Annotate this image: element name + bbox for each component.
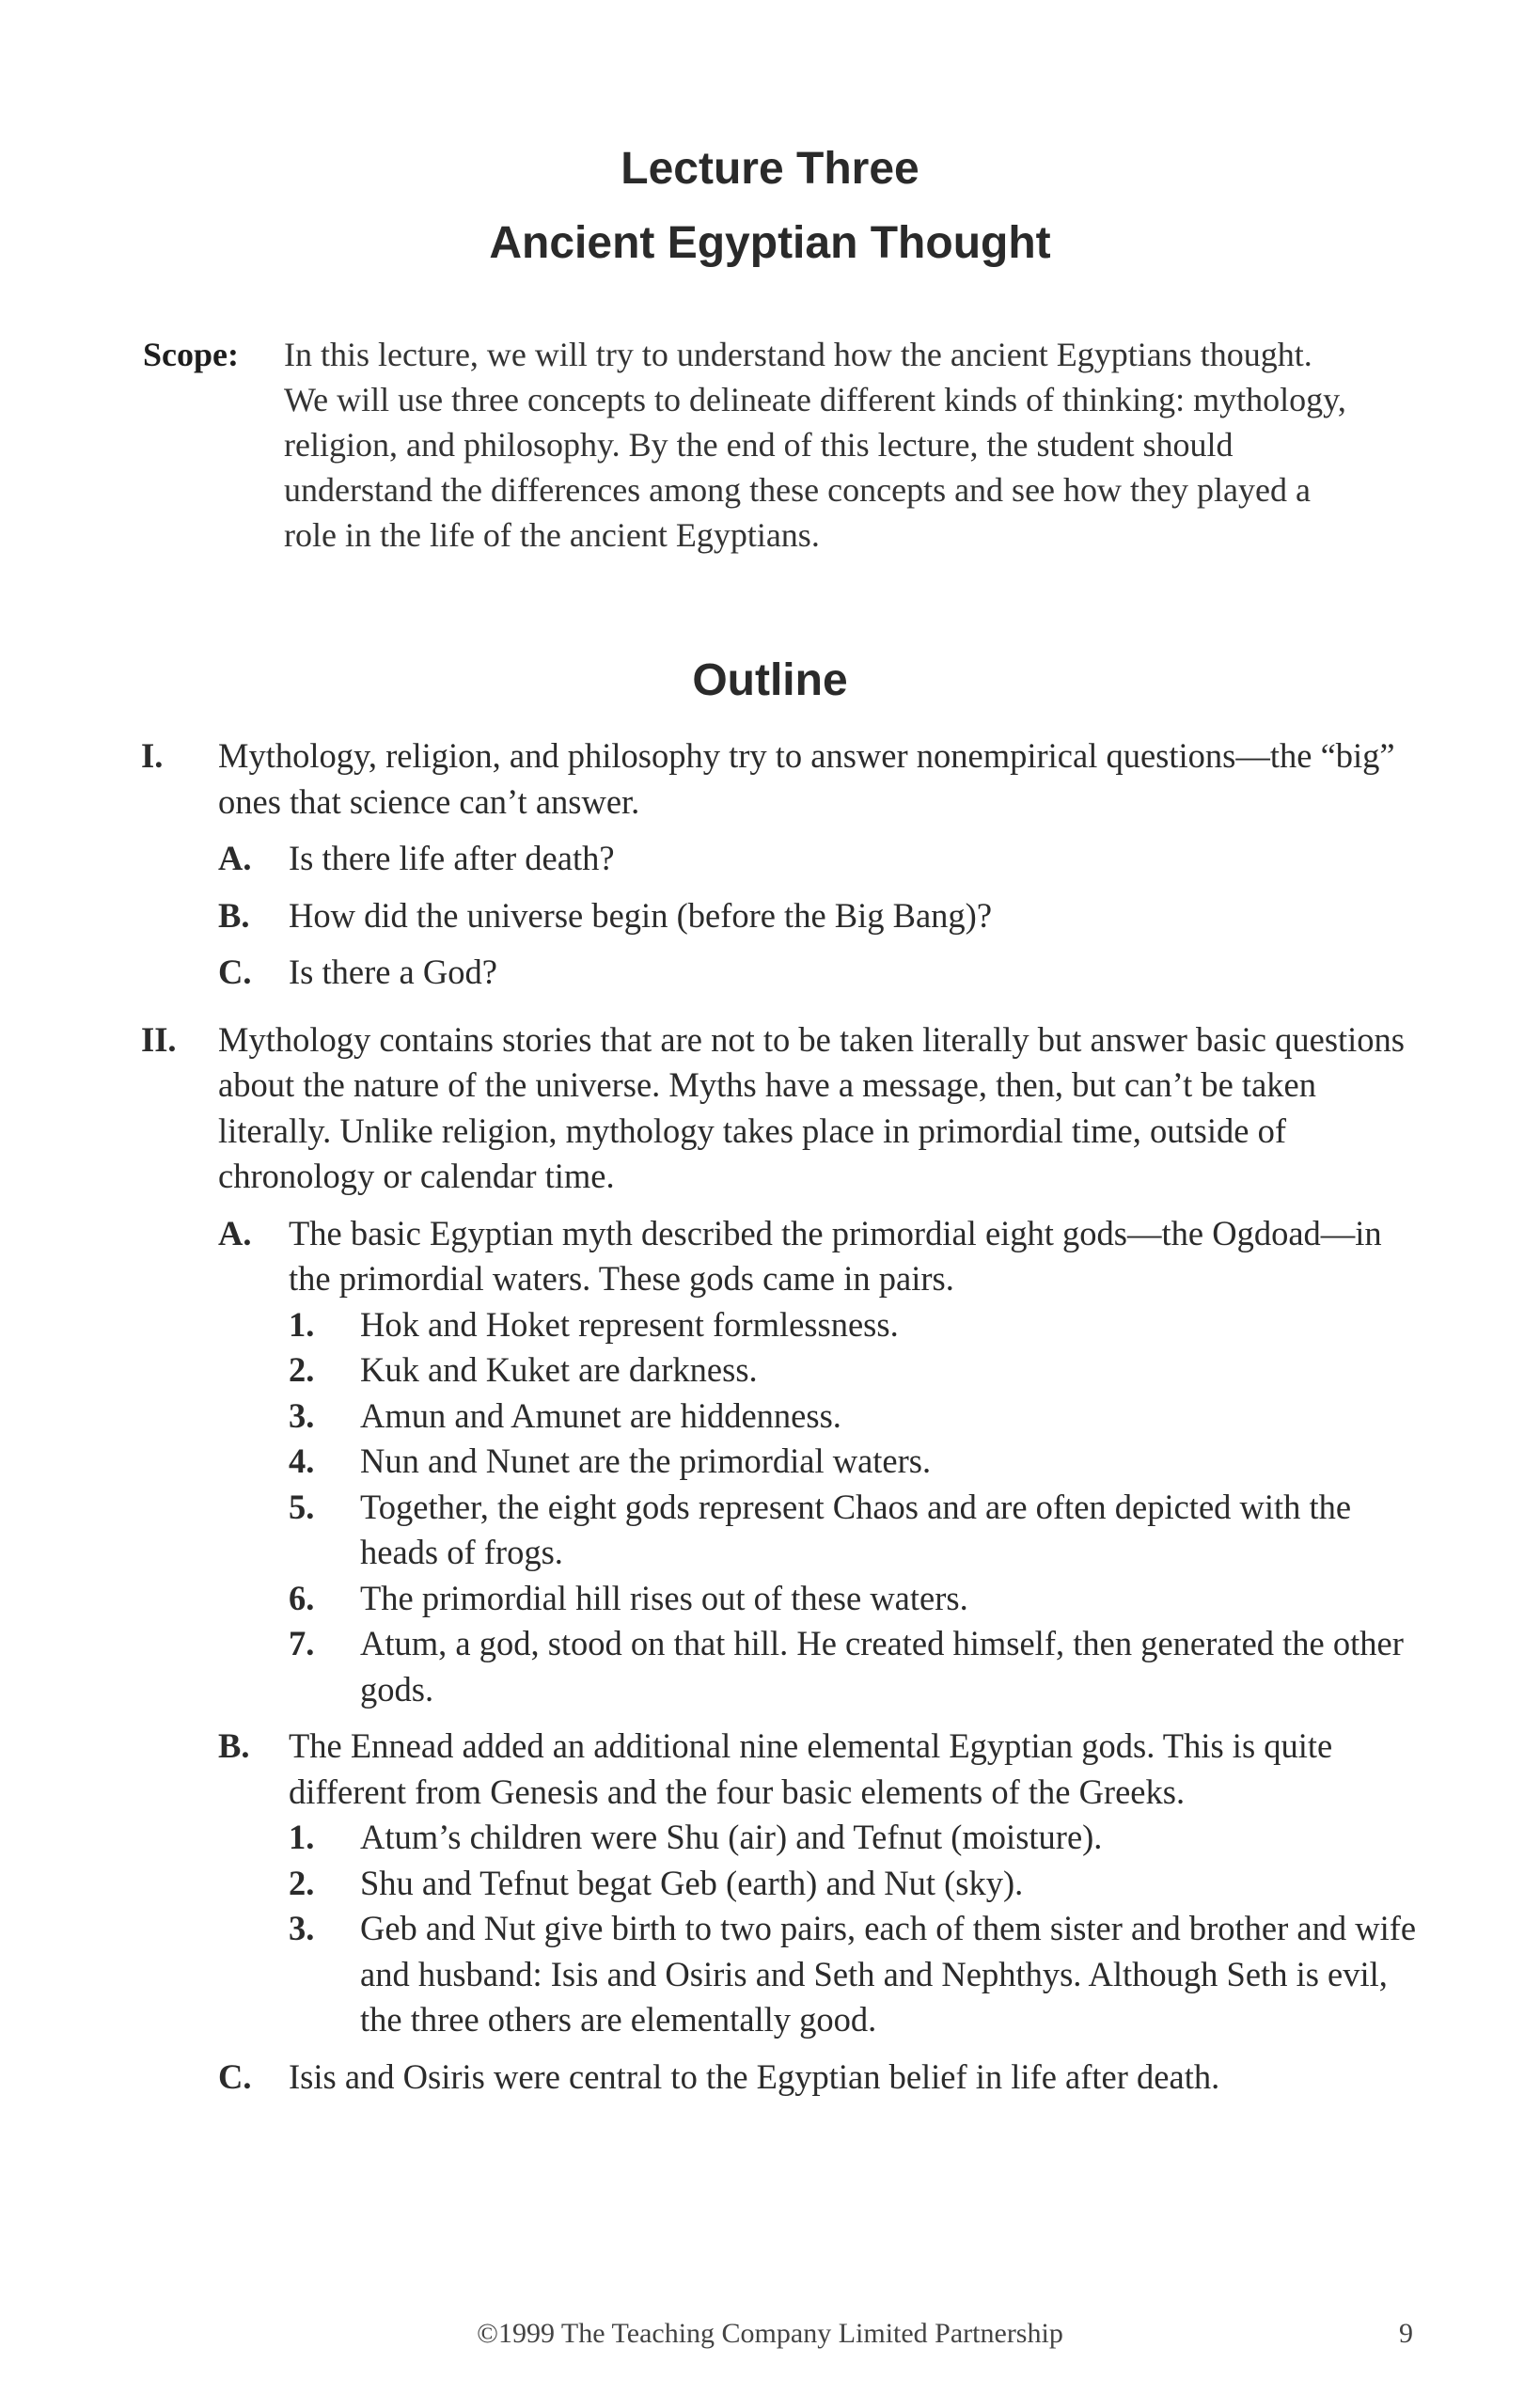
item-label: A. <box>218 839 252 877</box>
section-2-item-b <box>0 1724 1540 1815</box>
point-label: 3. <box>289 1909 315 1947</box>
item-label: C. <box>218 953 252 991</box>
point-text: Shu and Tefnut begat Geb (earth) and Nut (sky). <box>360 1863 1024 1902</box>
point-label: 1. <box>289 1818 315 1856</box>
point-text: Amun and Amunet are hiddenness. <box>360 1395 841 1435</box>
section-1-item-c <box>0 950 1540 996</box>
section-2-a-point-5 <box>0 1485 1540 1576</box>
section-2-a-point-2 <box>0 1347 1540 1394</box>
item-label: A. <box>218 1213 252 1252</box>
section-2-b-point-3 <box>0 1906 1540 2043</box>
section-2-a-point-6 <box>0 1576 1540 1622</box>
item-text: Is there life after death? <box>289 839 615 877</box>
scope-text: In this lecture, we will try to understand how the ancient Egyptians thought. We will use three concepts to delineate different kinds of thinking: mythology, religion, and philosophy. By the end of this lecture, the student should understand the differences among these concepts and see how they played a role in the life of the ancient Egyptians. <box>284 336 1346 554</box>
section-2-item-c <box>0 2055 1540 2101</box>
lecture-title: Ancient Egyptian Thought <box>489 218 1051 268</box>
lecture-number-title: Lecture Three <box>621 144 919 194</box>
point-label: 5. <box>289 1487 315 1526</box>
point-text: Hok and Hoket represent formlessness. <box>360 1304 899 1344</box>
outline-section-2 <box>0 1017 1540 1200</box>
section-2-text: Mythology contains stories that are not to be taken literally but answer basic questions about the nature of the universe. Myths have a message, then, but can’t be taken literally. Unlike religion, mythology takes place in primordial time, outside of chronology or calendar time. <box>218 1019 1406 1195</box>
outline-section-1 <box>0 733 1540 825</box>
point-text: Nun and Nunet are the primordial waters. <box>360 1441 932 1480</box>
item-label: B. <box>218 1726 250 1765</box>
point-label: 6. <box>289 1578 315 1617</box>
section-1-text: Mythology, religion, and philosophy try to answer nonempirical questions—the “big” ones that science can’t answer. <box>218 736 1395 821</box>
point-label: 4. <box>289 1441 315 1480</box>
scope-label: Scope: <box>143 336 239 373</box>
item-label: B. <box>218 895 250 935</box>
point-text: The primordial hill rises out of these waters. <box>360 1578 968 1617</box>
section-1-item-a <box>0 836 1540 882</box>
item-text: The basic Egyptian myth described the primordial eight gods—the Ogdoad—in the primordial waters. These gods came in pairs. <box>289 1213 1382 1298</box>
copyright-footer: ©1999 The Teaching Company Limited Partnership <box>477 2318 1063 2349</box>
section-2-b-point-2 <box>0 1861 1540 1907</box>
section-2-a-point-7 <box>0 1621 1540 1712</box>
section-1-label: I. <box>141 736 164 775</box>
point-text: Kuk and Kuket are darkness. <box>360 1350 758 1389</box>
point-text: Geb and Nut give birth to two pairs, each of them sister and brother and wife and husband: Isis and Osiris and Seth and Nephthys. Although Seth is evil, the three others are elementally good. <box>360 1909 1417 2039</box>
point-text: Atum, a god, stood on that hill. He created himself, then generated the other gods. <box>360 1624 1404 1709</box>
section-2-b-point-1 <box>0 1815 1540 1861</box>
outline-heading: Outline <box>692 655 848 705</box>
point-label: 2. <box>289 1350 315 1389</box>
section-2-item-a <box>0 1211 1540 1302</box>
item-text: Isis and Osiris were central to the Egyptian belief in life after death. <box>289 2056 1220 2096</box>
point-label: 2. <box>289 1863 315 1902</box>
page-number: 9 <box>1399 2318 1413 2349</box>
item-text: How did the universe begin (before the Big Bang)? <box>289 895 993 935</box>
point-label: 7. <box>289 1624 315 1662</box>
point-text: Together, the eight gods represent Chaos and are often depicted with the heads of frogs. <box>360 1487 1352 1571</box>
section-2-a-point-4 <box>0 1439 1540 1485</box>
section-2-a-point-1 <box>0 1302 1540 1348</box>
item-text: The Ennead added an additional nine elemental Egyptian gods. This is quite different from Genesis and the four basic elements of the Greeks. <box>289 1726 1333 1811</box>
item-label: C. <box>218 2056 252 2096</box>
section-1-item-b <box>0 893 1540 939</box>
item-text: Is there a God? <box>289 953 497 991</box>
section-2-a-point-3 <box>0 1394 1540 1440</box>
section-2-label: II. <box>141 1019 177 1059</box>
outline-list <box>0 733 1540 2100</box>
point-label: 1. <box>289 1304 315 1344</box>
point-text: Atum’s children were Shu (air) and Tefnut (moisture). <box>360 1818 1103 1856</box>
point-label: 3. <box>289 1395 315 1435</box>
